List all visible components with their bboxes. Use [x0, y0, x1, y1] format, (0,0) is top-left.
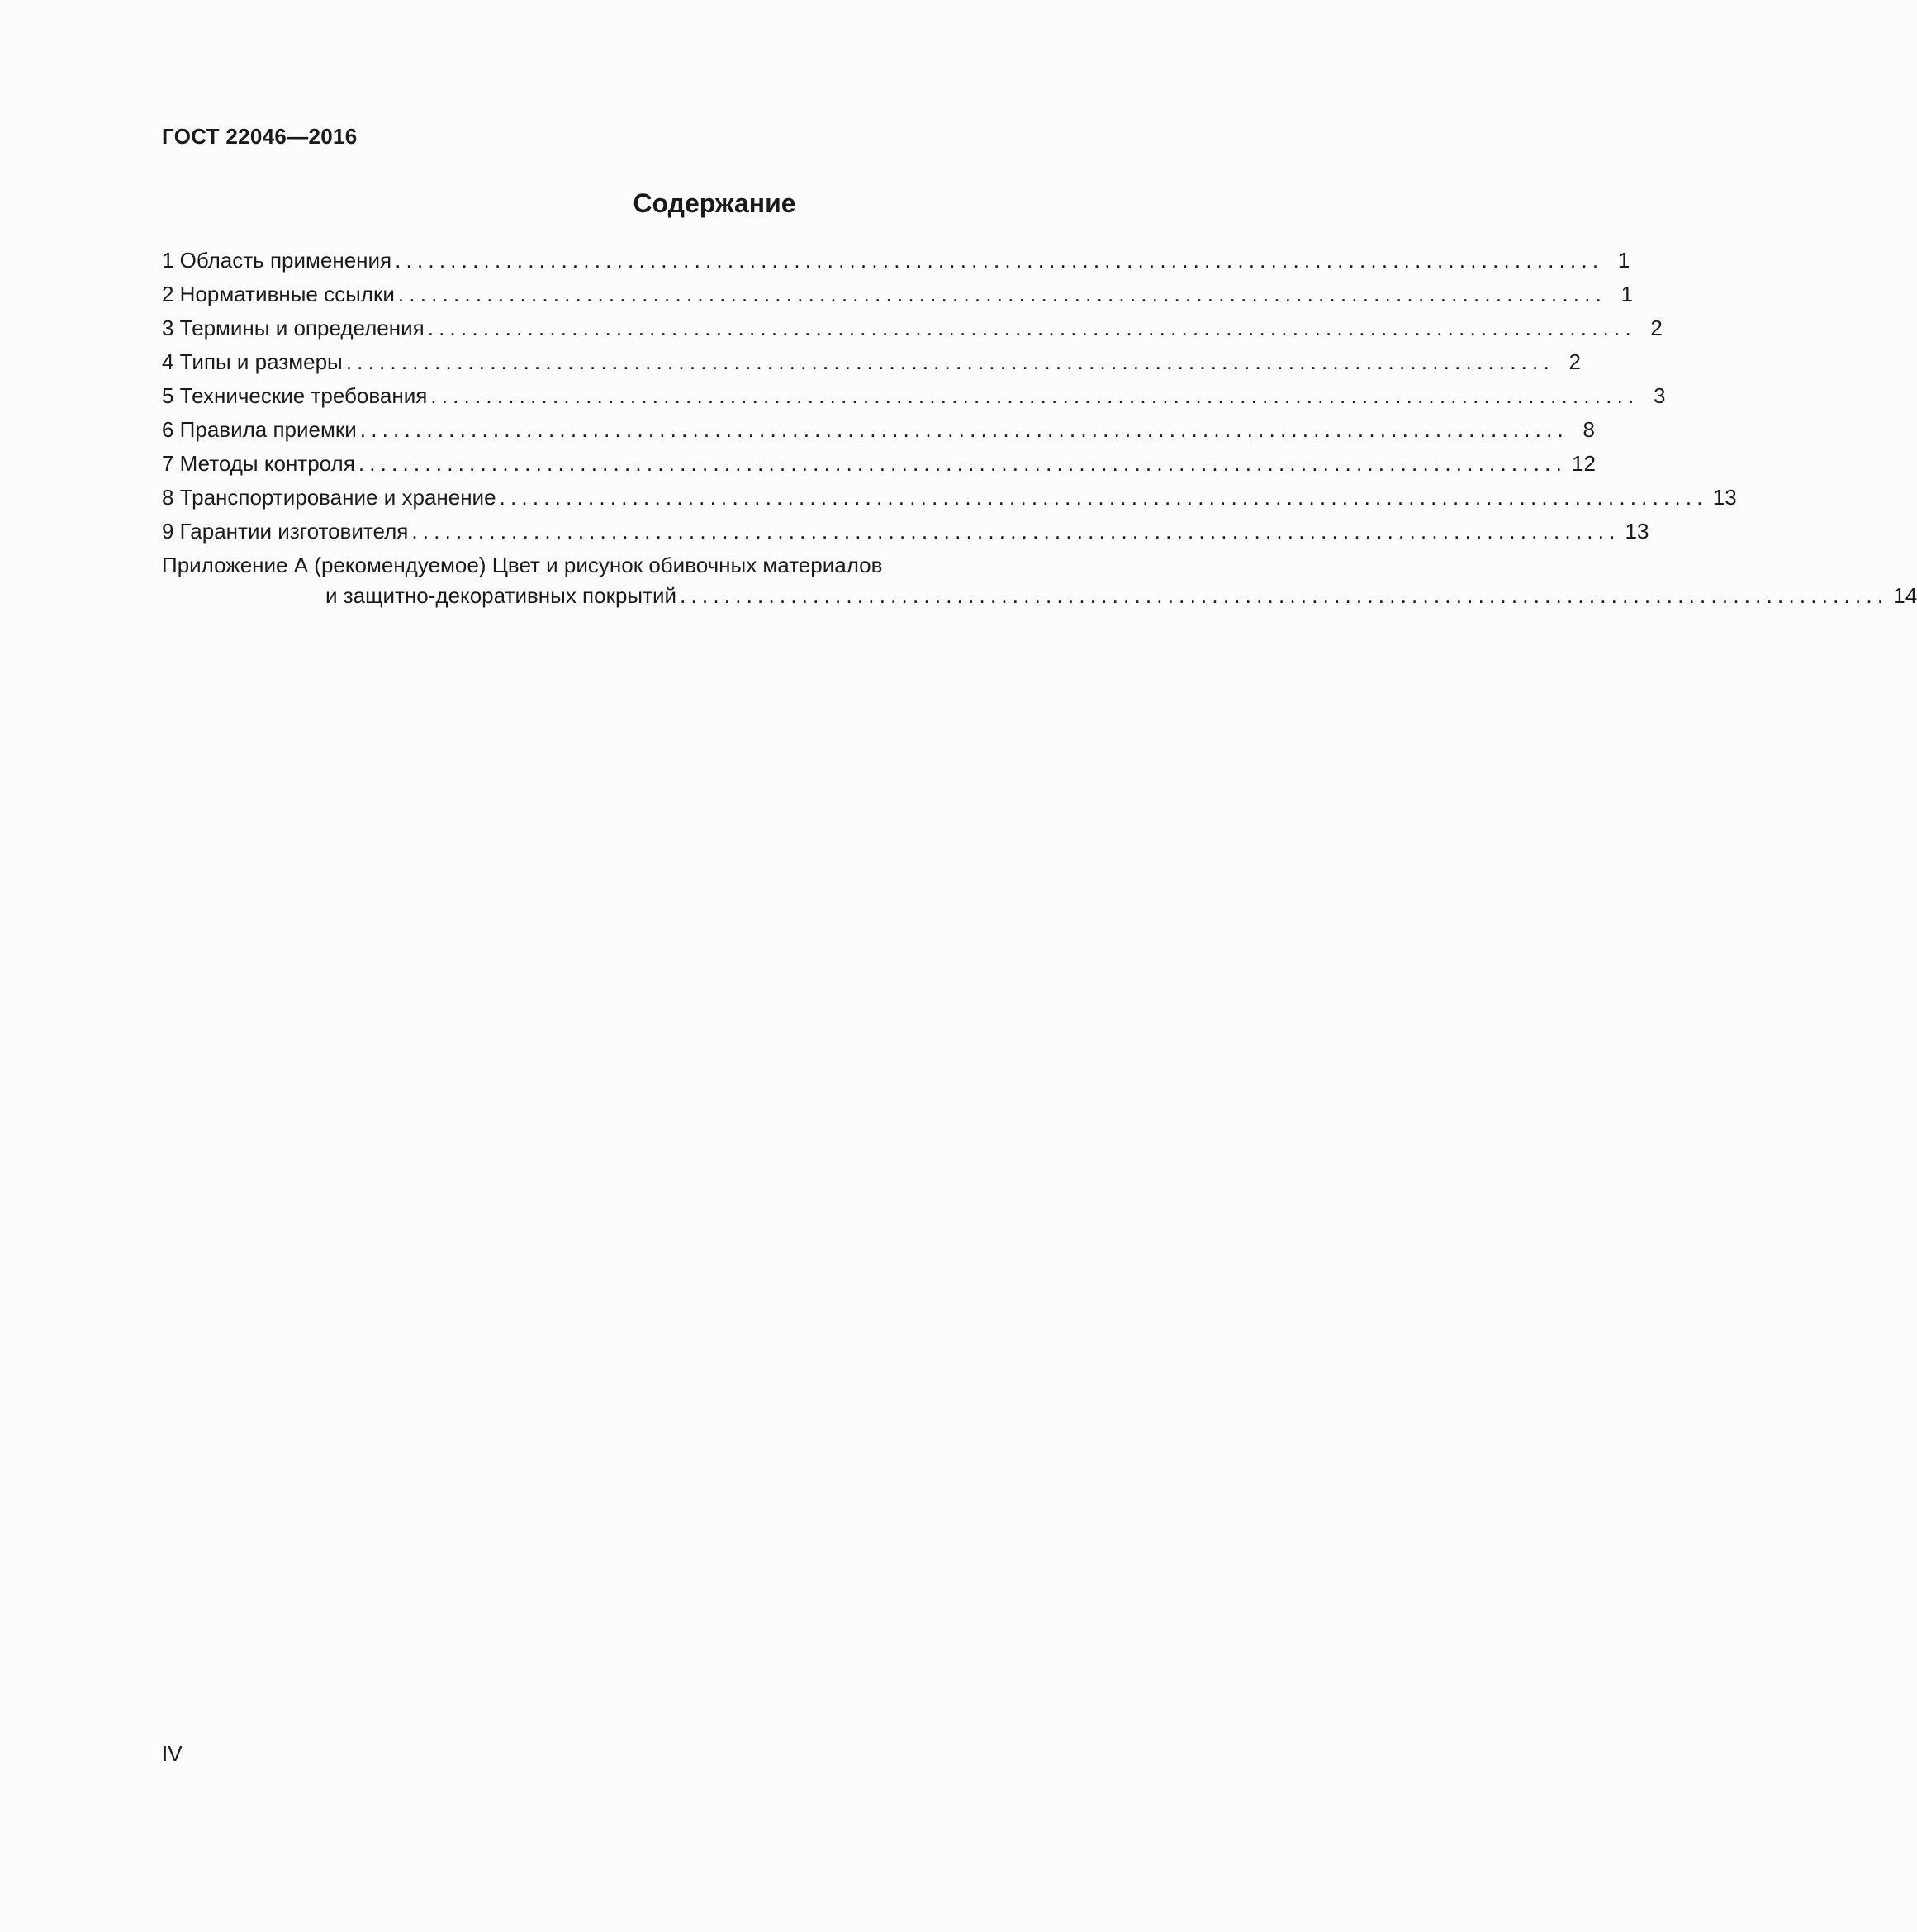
toc-leader-dots: ............................................................................................................. [345, 349, 1554, 374]
toc-appendix-continuation [162, 581, 1917, 610]
toc-leader-dots: ............................................................................................................. [680, 583, 1889, 608]
toc-appendix-subtitle: и защитно-декоративных покрытий [325, 583, 677, 608]
toc-entry-appendix[interactable] [162, 551, 1917, 610]
toc-entry-label: 5 Технические требования [162, 383, 428, 408]
toc-entry-label: 8 Транспортирование и хранение [162, 485, 496, 510]
toc-entry[interactable] [162, 348, 1581, 382]
toc-entry-page: 8 [1582, 417, 1595, 442]
toc-entry-label: 7 Методы контроля [162, 451, 355, 476]
toc-entry-page: 13 [1712, 485, 1737, 510]
toc-title: Содержание [633, 188, 796, 218]
toc-entry-page: 3 [1654, 383, 1666, 408]
toc-entry[interactable] [162, 314, 1663, 348]
table-of-contents [162, 246, 1917, 610]
toc-appendix-page: 14 [1893, 583, 1917, 608]
toc-leader-dots: ............................................................................................................. [430, 383, 1639, 408]
toc-entry-label: 2 Нормативные ссылки [162, 282, 395, 306]
toc-entry[interactable] [162, 483, 1737, 517]
toc-entry[interactable] [162, 246, 1630, 280]
toc-entry-page: 12 [1572, 451, 1596, 476]
toc-leader-dots: ............................................................................................................. [359, 417, 1568, 442]
toc-entry-label: 9 Гарантии изготовителя [162, 519, 409, 544]
toc-entry-label: 6 Правила приемки [162, 417, 357, 442]
toc-entry[interactable] [162, 449, 1596, 483]
toc-leader-dots: ............................................................................................................. [427, 316, 1636, 340]
toc-entry[interactable] [162, 517, 1649, 551]
toc-entry-label: 4 Типы и размеры [162, 349, 343, 374]
toc-entry-label: 3 Термины и определения [162, 316, 425, 340]
toc-entry[interactable] [162, 415, 1595, 449]
toc-entry-page: 1 [1617, 248, 1630, 273]
toc-entry[interactable] [162, 382, 1666, 415]
toc-leader-dots: ............................................................................................................. [499, 485, 1708, 510]
toc-leader-dots: ............................................................................................................. [395, 248, 1604, 273]
page-number-footer: IV [162, 1741, 183, 1766]
toc-entry[interactable] [162, 280, 1634, 314]
toc-entry-page: 1 [1620, 282, 1634, 306]
toc-entry-page: 2 [1568, 349, 1581, 374]
toc-entry-page: 13 [1625, 519, 1649, 544]
document-code-header: ГОСТ 22046—2016 [162, 124, 358, 149]
toc-appendix-title: Приложение А (рекомендуемое) Цвет и рисунок обивочных материалов [162, 553, 883, 577]
toc-leader-dots: ............................................................................................................. [397, 282, 1607, 306]
toc-leader-dots: ............................................................................................................. [358, 451, 1567, 476]
toc-entry-label: 1 Область применения [162, 248, 392, 273]
toc-entry-page: 2 [1650, 316, 1663, 340]
toc-leader-dots: ............................................................................................................. [411, 519, 1620, 544]
